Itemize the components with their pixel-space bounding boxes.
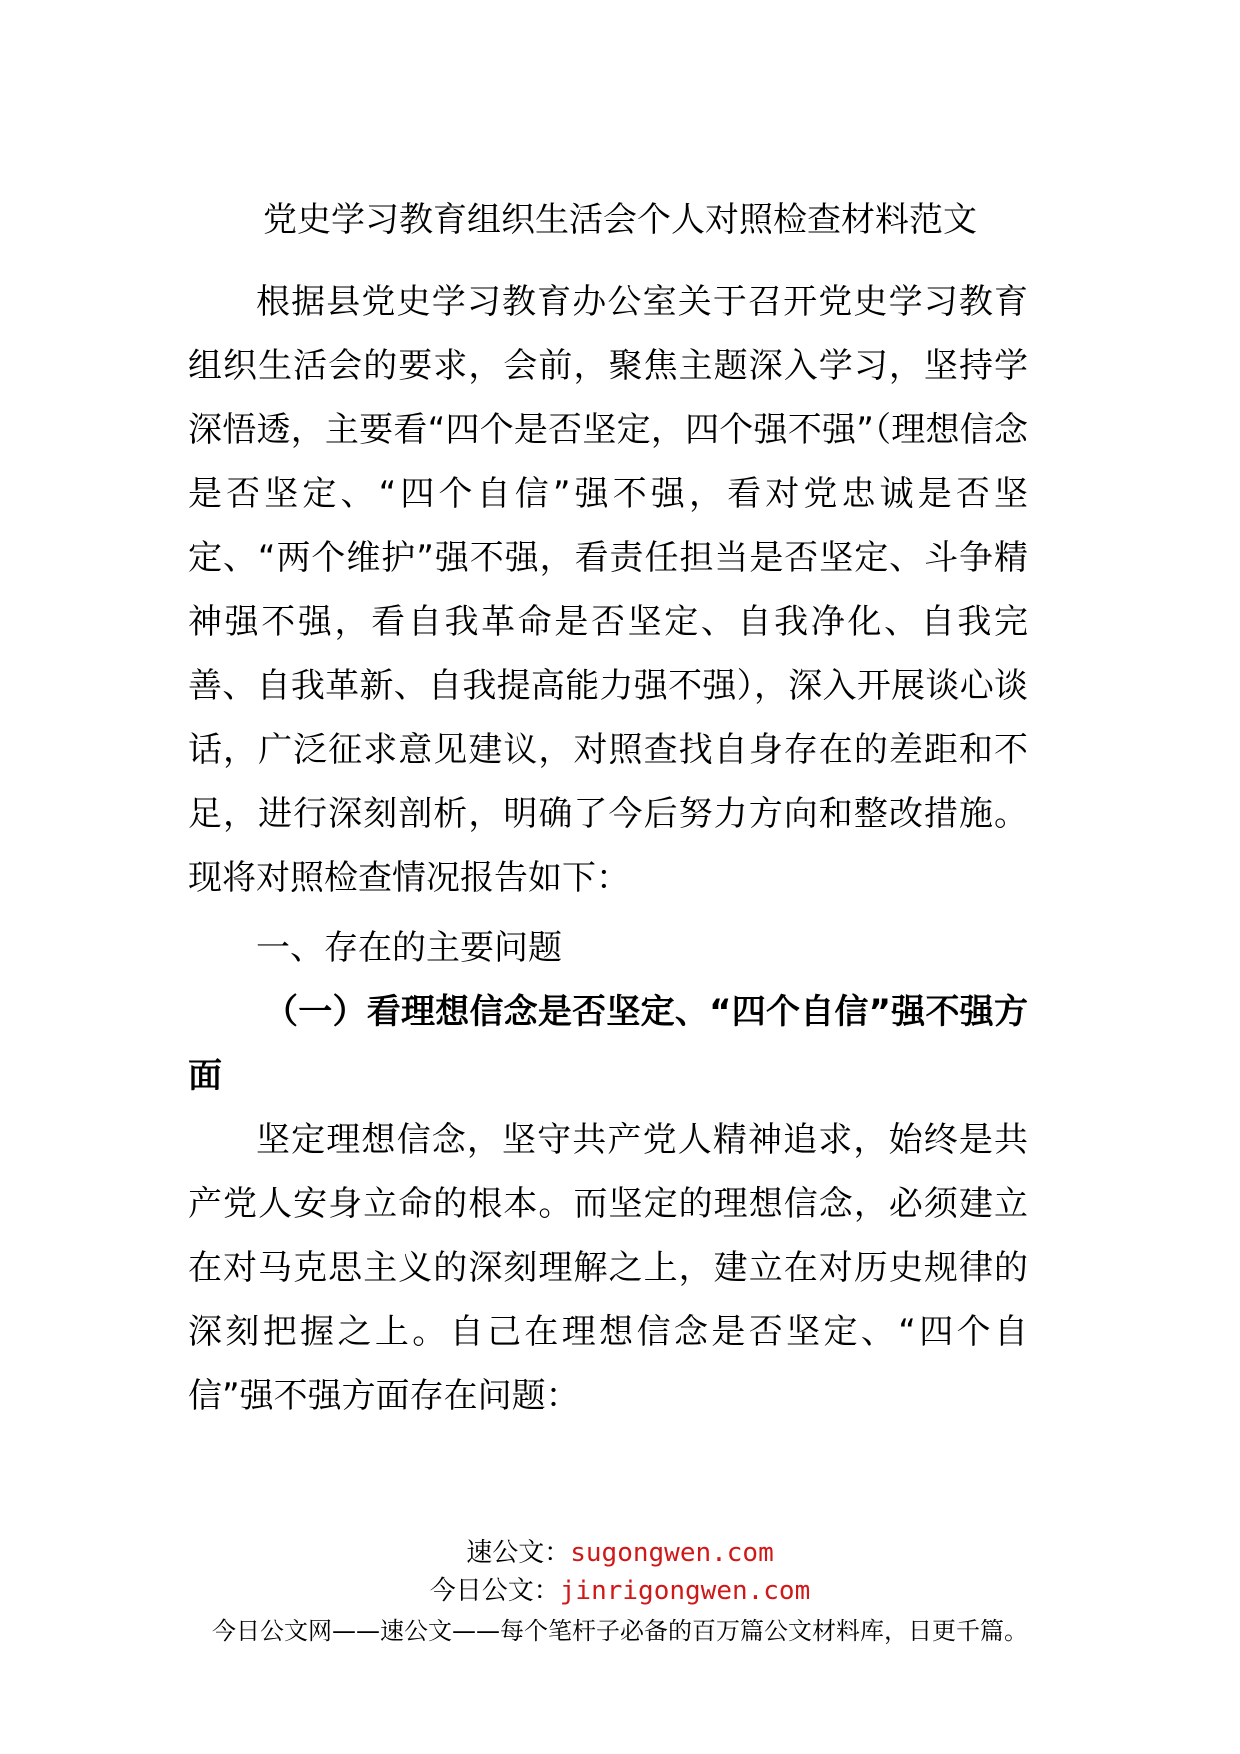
subsection-heading: （一）看理想信念是否坚定、“四个自信”强不强方面 <box>188 992 1028 1096</box>
intro-paragraph: 根据县党史学习教育办公室关于召开党史学习教育组织生活会的要求，会前，聚焦主题深入学习，坚持学深悟透，主要看“四个是否坚定，四个强不强”（理想信念是否坚定、“四个自信”强不强，看对党忠诚是否坚定、“两个维护”强不强，看责任担当是否坚定、斗争精神强不强，看自我革命是否坚定、自我净化、自我完善、自我革新、自我提高能力强不强），深入开展谈心谈话，广泛征求意见建议，对照查找自身存在的差距和不足，进行深刻剖析，明确了今后努力方向和整改措施。现将对照检查情况报告如下： <box>188 282 1028 898</box>
footer-label-sugongwen: 速公文： <box>466 1538 571 1568</box>
footer-line-jinrigongwen <box>0 1574 1240 1608</box>
section-heading: 一、存在的主要问题 <box>256 928 562 968</box>
footer-link-sugongwen[interactable]: sugongwen.com <box>570 1538 774 1568</box>
footer-link-jinrigongwen[interactable]: jinrigongwen.com <box>559 1576 811 1606</box>
footer-line-sugongwen <box>0 1536 1240 1570</box>
footer-label-jinrigongwen: 今日公文： <box>429 1576 560 1606</box>
document-title: 党史学习教育组织生活会个人对照检查材料范文 <box>263 200 977 240</box>
footer-slogan: 今日公文网——速公文——每个笔杆子必备的百万篇公文材料库，日更千篇。 <box>212 1617 1028 1645</box>
body-paragraph: 坚定理想信念，坚守共产党人精神追求，始终是共产党人安身立命的根本。而坚定的理想信念，必须建立在对马克思主义的深刻理解之上，建立在对历史规律的深刻把握之上。自己在理想信念是否坚定、“四个自信”强不强方面存在问题： <box>188 1120 1028 1416</box>
